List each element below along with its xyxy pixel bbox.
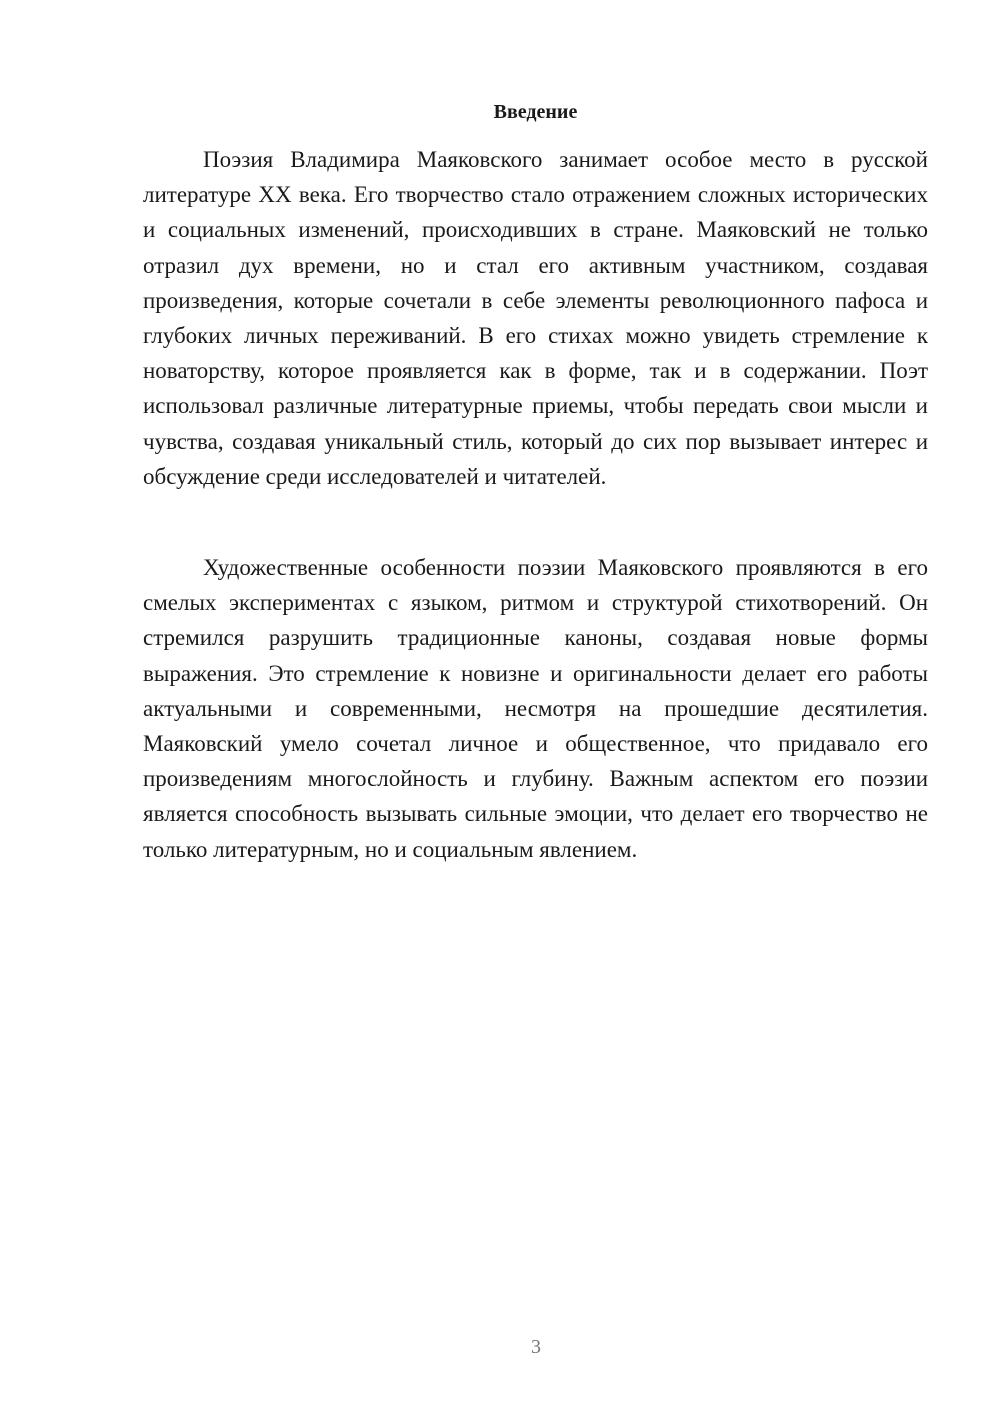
paragraph-2: Художественные особенности поэзии Маяковского проявляются в его смелых экспериментах с языком, ритмом и структурой стихотворений. Он стремился разрушить традиционные каноны, создавая новые формы выражения. Это стремление к новизне и оригинальности делает его работы актуальными и современными, несмотря на прошедшие десятилетия. Маяковский умело сочетал личное и общественное, что придавало его произведениям многослойность и глубину. Важным аспектом его поэзии является способность вызывать сильные эмоции, что делает его творчество не только литературным, но и социальным явлением. — [143, 555, 928, 862]
paragraph-1: Поэзия Владимира Маяковского занимает особое место в русской литературе XX века. Его творчество стало отражением сложных исторических и социальных изменений, происходивших в стране. Маяковский не только отразил дух времени, но и стал его активным участником, создавая произведения, которые сочетали в себе элементы революционного пафоса и глубоких личных переживаний. В его стихах можно увидеть стремление к новаторству, которое проявляется как в форме, так и в содержании. Поэт использовал различные литературные приемы, чтобы передать свои мысли и чувства, создавая уникальный стиль, который до сих пор вызывает интерес и обсуждение среди исследователей и читателей. — [143, 147, 928, 489]
page-number: 3 — [531, 1336, 541, 1358]
section-title: Введение — [493, 101, 578, 123]
